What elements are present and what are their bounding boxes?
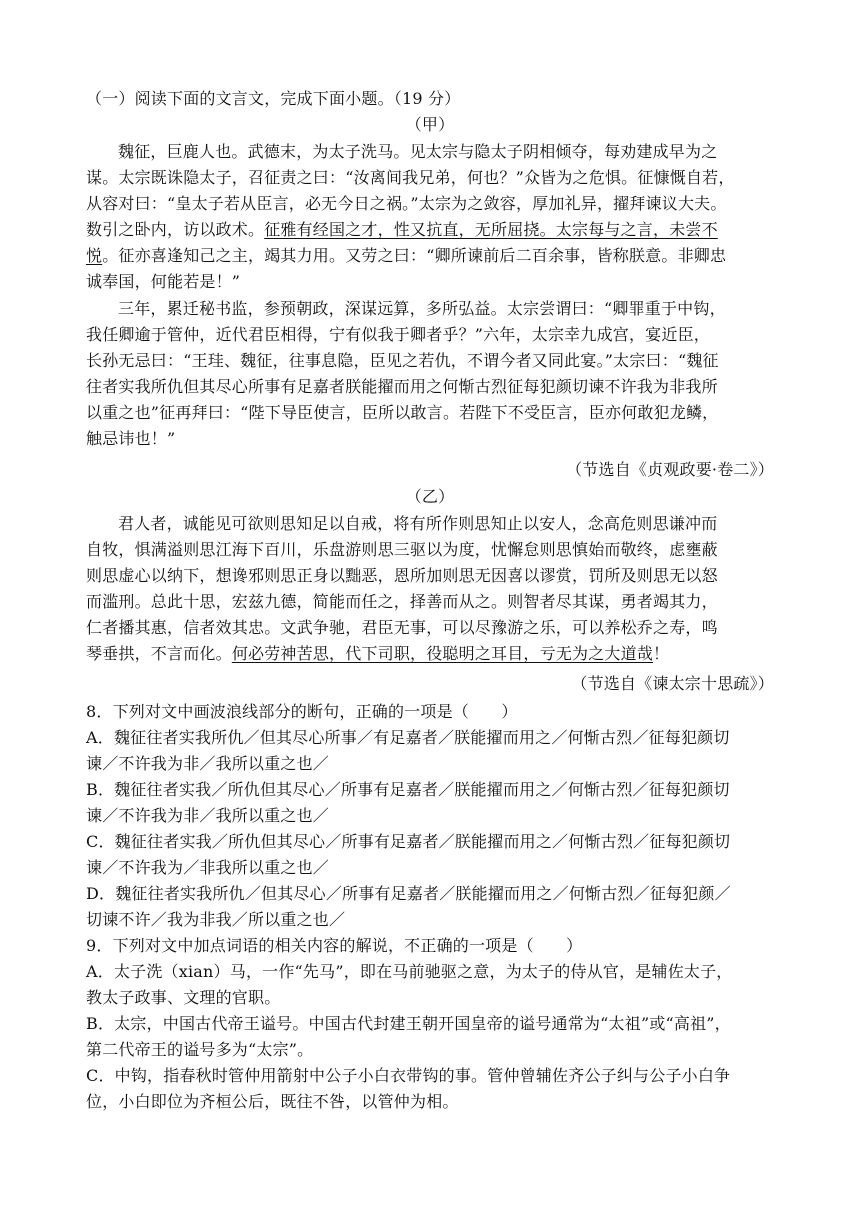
passage-a-label: （甲） [405,115,455,134]
passage-b-line: 君人者，诚能见可欲则思知足以自戒，将有所作则思知止以安人，念高危则思谦冲而 [118,514,718,533]
passage-a-line: 触忌讳也！” [86,429,176,448]
passage-b-text: 琴垂拱，不言而化。 [86,644,232,663]
passage-b-line [86,641,786,667]
question-8-option: B．魏征往者实我／所仇但其尽心／所事有足嘉者／朕能擢而用之／何惭古烈／征每犯颜切 [86,780,730,799]
underlined-sentence: 何必劳神苦思，代下司职，役聪明之耳目，亏无为之大道哉 [231,644,654,663]
passage-a-line [86,243,786,269]
passage-a-source: （节选自《贞观政要·卷二》） [566,460,774,479]
passage-a-line: 魏征，巨鹿人也。武德末，为太子洗马。见太宗与隐太子阴相倾夺，每劝建成早为之 [118,142,718,161]
passage-b-line: 仁者播其惠，信者效其忠。文武争驰，君臣无事，可以尽豫游之乐，可以养松乔之寿，鸣 [86,618,718,637]
question-8-option: D．魏征往者实我所仇／但其尽心／所事有足嘉者／朕能擢而用之／何惭古烈／征每犯颜／ [86,884,731,903]
question-8-option: 谏／不许我为非／我所以重之也／ [86,806,330,825]
question-9-option: 教太子政事、文理的官职。 [86,988,281,1007]
passage-a-line: 从容对曰：“皇太子若从臣言，必无今日之祸。”太宗为之敛容，厚加礼异，擢拜谏议大夫。 [86,194,727,213]
question-8-option: 切谏不许／我为非我／所以重之也／ [86,910,346,929]
section-heading: （一）阅读下面的文言文，完成下面小题。（19 分） [86,89,461,108]
passage-a-line: 往者实我所仇但其尽心所事有足嘉者朕能擢而用之何惭古烈征每犯颜切谏不许我为非我所 [86,377,718,396]
passage-a-text: 。征亦喜逢知己之主，竭其力用。又劳之曰：“卿所谏前后二百余事，皆称朕意。非卿忠 [102,246,727,265]
passage-a-line: 我任卿逾于管仲，近代君臣相得，宁有似我于卿者乎？”六年，太宗幸九成宫，宴近臣， [86,325,710,344]
question-8-stem: 8．下列对文中画波浪线部分的断句，正确的一项是（ ） [86,702,518,721]
underlined-sentence-end: 悦 [86,246,103,265]
passage-b-line: 则思虚心以纳下，想谗邪则思正身以黜恶，恩所加则思无因喜以谬赏，罚所及则思无以怒 [86,566,718,585]
passage-b-source: （节选自《谏太宗十思疏》） [571,674,774,693]
question-8-option: A．魏征往者实我所仇／但其尽心所事／有足嘉者／朕能擢而用之／何惭古烈／征每犯颜切 [86,728,730,747]
question-9-option: B．太宗，中国古代帝王谥号。中国古代封建王朝开国皇帝的谥号通常为“太祖”或“高祖”， [86,1014,731,1033]
passage-a-line: 三年，累迁秘书监，参预朝政，深谋远算，多所弘益。太宗尝谓曰：“卿罪重于中钩， [118,299,726,318]
underlined-sentence: 征雅有经国之才，性又抗直，无所屈挠。太宗每与之言，未尝不 [264,220,718,239]
passage-b-label: （乙） [405,487,455,506]
passage-a-line: 长孙无忌曰：“王珪、魏征，往事息隐，臣见之若仇，不谓今者又同此宴。”太宗曰：“魏征 [86,351,719,370]
passage-a-text: 数引之卧内，访以政术。 [86,220,265,239]
question-9-option: A．太子洗（xian）马，一作“先马”，即在马前驰驱之意，为太子的侍从官，是辅佐太子， [86,962,733,981]
passage-a-line: 诚奉国，何能若是！” [86,272,241,291]
passage-a-line: 谋。太宗既诛隐太子，召征责之曰：“汝离间我兄弟，何也？”众皆为之危惧。征慷慨自若， [86,168,735,187]
passage-b-line: 而滥刑。总此十思，宏兹九德，简能而任之，择善而从之。则智者尽其谋，勇者竭其力， [86,592,718,611]
question-9-stem: 9．下列对文中加点词语的相关内容的解说，不正确的一项是（ ） [86,936,583,955]
passage-a-line [86,217,786,243]
passage-a-line: 以重之也”征再拜曰：“陛下导臣使言，臣所以敢言。若陛下不受臣言，臣亦何敢犯龙鳞， [86,403,719,422]
question-9-option: 第二代帝王的谥号多为“太宗”。 [86,1040,314,1059]
question-8-option: C．魏征往者实我／所仇但其尽心／所事有足嘉者／朕能擢而用之／何惭古烈／征每犯颜切 [86,832,731,851]
question-9-option: C．中钩，指春秋时管仲用箭射中公子小白衣带钩的事。管仲曾辅佐齐公子纠与公子小白争 [86,1066,731,1085]
question-9-option: 位，小白即位为齐桓公后，既往不咎，以管仲为相。 [86,1092,459,1111]
passage-b-line: 自牧，惧满溢则思江海下百川，乐盘游则思三驱以为度，忧懈怠则思慎始而敬终，虑壅蔽 [86,540,718,559]
passage-b-text: ！ [653,644,670,663]
question-8-option: 谏／不许我为／非我所以重之也／ [86,858,330,877]
question-8-option: 谏／不许我为非／我所以重之也／ [86,754,330,773]
